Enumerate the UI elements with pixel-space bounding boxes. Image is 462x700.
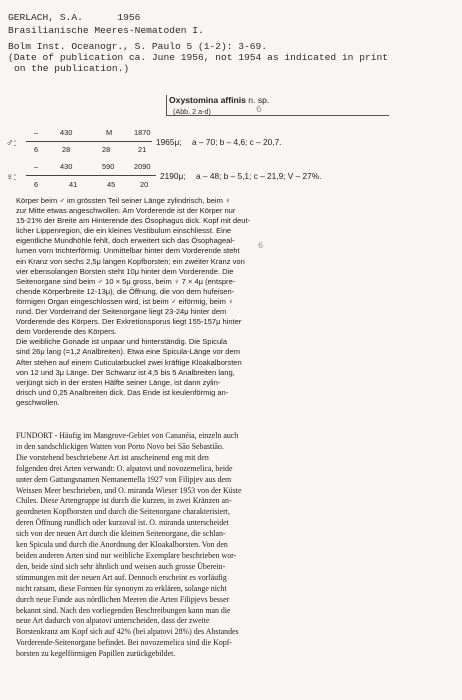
distribution-line: bekannt sind. Nach den vorliegenden Beschreibungen kann man die [16, 605, 231, 615]
header-author-line [8, 12, 140, 23]
pencil-mark: 6 [256, 105, 262, 115]
male-ratios: a – 70; b – 4,6; c – 20,7. [192, 137, 282, 147]
distribution-line: beiden anderen Arten sind nur weibliche Exemplare beschrieben wor- [16, 550, 237, 560]
distribution-line: nicht ratsam, diese Formen für synonym zu erklären, solange nicht [16, 583, 227, 593]
male-fraction-line [26, 141, 152, 142]
paper-title: Brasilianische Meeres-Nematoden I. [8, 25, 204, 36]
distribution-line: geordneten Kopfborsten und durch die Seitenorgane charakterisiert, [16, 507, 230, 517]
citation: Bolm Inst. Oceanogr., S. Paulo 5 (1-2): 3-69. [8, 41, 268, 52]
distribution-line: sich von der neuen Art durch die kleinen Seitenorgane, die schlan- [16, 529, 226, 539]
description-line: ein Kranz von sechs 2,5μ langen Kopfborsten; ein zweiter Kranz von [16, 256, 245, 266]
distribution-line: stimmungen mit der neuen Art auf. Dennoch erscheint es vorläufig [16, 572, 227, 582]
distribution-line: Weissen Meer beschrieben, und O. miranda Wieser 1953 von der Küste [16, 485, 242, 495]
distribution-line: neue Art dadurch von alpatovi unterscheiden, dass der zweite [16, 616, 210, 626]
distribution-line: Die vorstehend beschriebene Art ist anscheinend eng mit den [16, 452, 209, 462]
distribution-line: den, beide sind sich sehr ähnlich und weisen auch grosse Überein- [16, 561, 226, 571]
description-line: chende Körperbreite 12-13μ), die Öffnung, die von dem hufeisen- [16, 286, 235, 296]
distribution-line: Borstenkranz am Kopf sich auf 42% (bei alpatovi 28%) des Abstandes [16, 627, 239, 637]
distribution-line: durch neue Funde aus nördlichen Meeren die Arten Filipjevs besser [16, 594, 230, 604]
description-line: 15-21% der Breite am Hinterende des Ösophagus dick. Kopf mit deut- [16, 216, 251, 226]
description-line: Körper beim ♂ im grössten Teil seiner Länge zylindrisch, beim ♀ [16, 196, 231, 205]
description-line: dem Vorderende des Körpers. [16, 327, 117, 337]
distribution-text [16, 431, 241, 660]
species-name: Oxystomina affinis [169, 95, 246, 105]
female-top-4: 2090 [134, 162, 151, 171]
description-line: geschwollen. [16, 397, 60, 407]
distribution-line: in den sandschlickigen Watten von Porto Novo bei São Sebastião. [16, 441, 224, 451]
description-line: Die weibliche Gonade ist unpaar und hinterständig. Die Spicula [16, 337, 228, 347]
description-line: Vorderende des Körpers. Der Exkretionsporus liegt 155-157μ hinter [16, 317, 242, 327]
description-line: förmigen Organ eingeschlossen wird, ist beim ♂ eiförmig, beim ♀ [16, 296, 234, 306]
figure-reference: (Abb. 2 a-d) [173, 107, 211, 116]
distribution-line: folgenden drei Arten verwandt: O. alpatovi und novozemelica, beide [16, 463, 233, 473]
description-line: lumen vorn trichterförmig. Unmittelbar hinter dem Vorderende steht [16, 246, 240, 256]
male-top-3: M [106, 128, 113, 137]
distribution-line: deren Öffnung rundlich oder kurzoval ist. O. miranda unterscheidet [16, 518, 229, 528]
male-top-1: – [34, 128, 39, 137]
description-line: vier ebensolangen Borsten steht 10μ hinter dem Vorderende. Die [16, 266, 234, 276]
male-total: 1965μ; [156, 137, 182, 147]
distribution-line: Vorderende-Seitenorgane befindet. Bei novozemelica sind die Kopf- [16, 638, 232, 648]
male-bottom-3: 28 [102, 145, 111, 154]
pasted-clipping [6, 95, 458, 695]
distribution-line: unter dem Gattungsnamen Nemanemella 1927 von Filipjev aus dem [16, 474, 232, 484]
female-bottom-3: 45 [107, 180, 116, 189]
publication-note-line-2: on the publication.) [14, 63, 130, 74]
distribution-line: Chiles. Diese Artengruppe ist durch die kurzen, in zwei Kränzen an- [16, 496, 232, 506]
species-heading [169, 95, 270, 116]
description-line: After stehen auf einem Cuticularbuckel zwei kräftige Kloakalborsten [16, 357, 242, 367]
male-bottom-4: 21 [138, 145, 147, 154]
male-bottom-1: 6 [34, 145, 39, 154]
female-ratios: a – 48; b – 5,1; c – 21,9; V – 27%. [196, 171, 322, 181]
male-top-2: 430 [60, 128, 73, 137]
female-symbol: ♀: [6, 172, 17, 183]
description-line: rund. Der Vorderrand der Seitenorgane liegt 23-24μ hinter dem [16, 307, 227, 317]
description-line: Seitenorgane sind beim ♂ 10 × 5μ gross, beim ♀ 7 × 4μ (entspre- [16, 276, 236, 286]
female-top-2: 430 [60, 162, 73, 171]
description-line: drisch und 0,25 Analbreiten dick. Das Ende ist keulenförmig an- [16, 387, 229, 397]
pencil-mark-2: 6 [258, 241, 264, 250]
description-line: sind 26μ lang (=1,2 Analbreiten). Etwa eine Spicula-Länge vor dem [16, 347, 240, 357]
year: 1956 [117, 12, 141, 23]
description-line: von 12 und 3μ Länge. Der Schwanz ist 4,5 bis 5 Analbreiten lang, [16, 367, 235, 377]
female-top-3: 590 [102, 162, 115, 171]
distribution-line: FUNDORT - Häufig im Mangrove-Gebiet von Cananéia, einzeln auch [16, 431, 239, 440]
distribution-line: ken Spicula und durch die Anordnung der Kloakalborsten. Von den [16, 540, 228, 550]
male-symbol: ♂: [6, 138, 17, 149]
description-line: zur Mitte etwas angeschwollen. Am Vorderende ist der Körper nur [16, 206, 236, 216]
description-line: licher Lippenregion, die ein kleines Vestibulum einschliesst. Eine [16, 226, 232, 236]
male-top-4: 1870 [134, 128, 151, 137]
female-fraction-line [26, 175, 156, 176]
female-top-1: – [34, 162, 39, 171]
male-bottom-2: 28 [62, 145, 71, 154]
female-bottom-4: 20 [140, 180, 149, 189]
publication-note-line-1: (Date of publication ca. June 1956, not 1954 as indicated in print [8, 52, 388, 63]
description-text [16, 196, 250, 408]
female-bottom-2: 41 [69, 180, 78, 189]
distribution-line: borsten zu kegelförmigen Papillen zurückgebildet. [16, 649, 176, 659]
female-total: 2190μ; [160, 171, 186, 181]
author: GERLACH, S.A. [8, 12, 83, 23]
female-bottom-1: 6 [34, 180, 39, 189]
description-line: verjüngt sich in der ersten Hälfte seiner Länge, ist dann zylin- [16, 377, 221, 387]
description-line: eigentliche Mundhöhle fehlt, doch erweitert sich das Ösophageal- [16, 236, 235, 246]
species-status: n. sp. [248, 95, 270, 105]
